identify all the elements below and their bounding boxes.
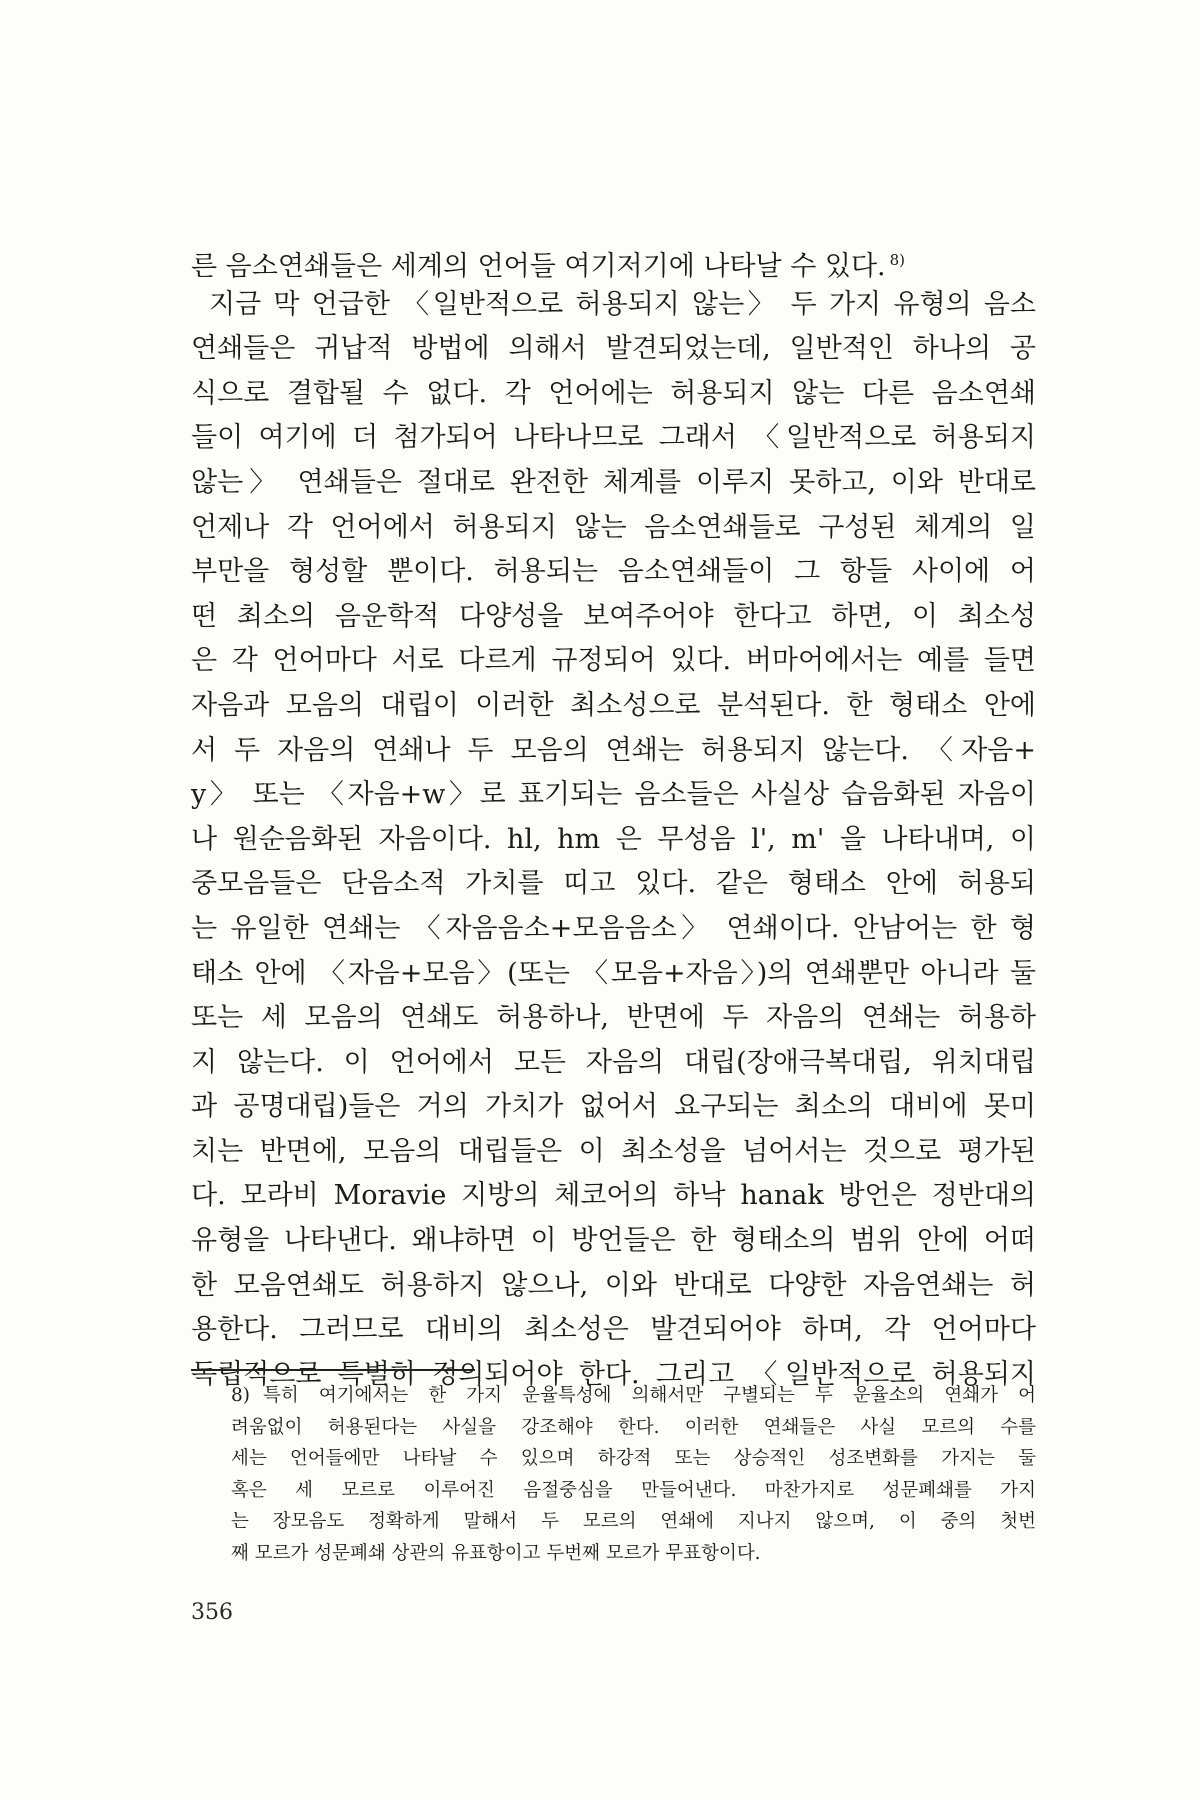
body-line: 지 않는다. 이 언어에서 모든 자음의 대립(장애극복대립, 위치대립	[191, 1046, 1036, 1078]
body-line: 지금 막 언급한 〈일반적으로 허용되지 않는〉 두 가지 유형의 음소	[209, 288, 1036, 320]
body-line: 는 유일한 연쇄는 〈자음음소+모음음소〉 연쇄이다. 안남어는 한 형	[191, 912, 1036, 944]
footnote-number: 8)	[231, 1385, 250, 1406]
body-line: 과 공명대립)들은 거의 가치가 없어서 요구되는 최소의 대비에 못미	[191, 1091, 1036, 1123]
body-line: 연쇄들은 귀납적 방법에 의해서 발견되었는데, 일반적인 하나의 공	[191, 333, 1036, 365]
body-line: 태소 안에 〈자음+모음〉(또는 〈모음+자음〉)의 연쇄뿐만 아니라 둘	[191, 957, 1036, 989]
body-line: 서 두 자음의 연쇄나 두 모음의 연쇄는 허용되지 않는다. 〈자음+	[191, 734, 1036, 766]
body-line: y〉 또는 〈자음+w〉로 표기되는 음소들은 사실상 습음화된 자음이	[191, 779, 1036, 811]
body-line	[191, 238, 1036, 283]
footnote	[191, 1380, 1036, 1569]
body-line: 자음과 모음의 대립이 이러한 최소성으로 분석된다. 한 형태소 안에	[191, 689, 1036, 721]
footnote-line: 려움없이 허용된다는 사실을 강조해야 한다. 이러한 연쇄들은 사실 모르의 수를	[231, 1416, 1036, 1438]
footnote-line: 째 모르가 성문폐쇄 상관의 유표항이고 두번째 모르가 무표항이다.	[231, 1542, 761, 1564]
body-line-text: 른 음소연쇄들은 세계의 언어들 여기저기에 나타날 수 있다.	[191, 251, 886, 282]
body-line: 용한다. 그러므로 대비의 최소성은 발견되어야 하며, 각 언어마다	[191, 1314, 1036, 1346]
footnote-reference: 8)	[889, 251, 906, 269]
footnote-line-text: 특히 여기에서는 한 가지 운율특성에 의해서만 구별되는 두 운율소의 연쇄가 어	[263, 1385, 1036, 1406]
footnote-line: 혹은 세 모르로 이루어진 음절중심을 만들어낸다. 마찬가지로 성문폐쇄를 가지	[231, 1479, 1036, 1501]
body-text	[191, 238, 1036, 1397]
body-line: 들이 여기에 더 첨가되어 나타나므로 그래서 〈일반적으로 허용되지	[191, 422, 1036, 454]
body-line: 치는 반면에, 모음의 대립들은 이 최소성을 넘어서는 것으로 평가된	[191, 1135, 1036, 1167]
body-line: 유형을 나타낸다. 왜냐하면 이 방언들은 한 형태소의 범위 안에 어떠	[191, 1225, 1036, 1257]
body-line: 나 원순음화된 자음이다. hl, hm 은 무성음 l', m' 을 나타내며, 이	[191, 823, 1036, 855]
body-line: 부만을 형성할 뿐이다. 허용되는 음소연쇄들이 그 항들 사이에 어	[191, 556, 1036, 588]
body-line: 한 모음연쇄도 허용하지 않으나, 이와 반대로 다양한 자음연쇄는 허	[191, 1269, 1036, 1301]
body-line: 않는〉 연쇄들은 절대로 완전한 체계를 이루지 못하고, 이와 반대로	[191, 466, 1036, 498]
body-line: 다. 모라비 Moravie 지방의 체코어의 하낙 hanak 방언은 정반대의	[191, 1180, 1036, 1212]
footnote-line	[191, 1380, 1036, 1412]
body-line: 또는 세 모음의 연쇄도 허용하나, 반면에 두 자음의 연쇄는 허용하	[191, 1002, 1036, 1034]
body-line: 식으로 결합될 수 없다. 각 언어에는 허용되지 않는 다른 음소연쇄	[191, 377, 1036, 409]
page-number: 356	[191, 1600, 233, 1625]
body-line: 떤 최소의 음운학적 다양성을 보여주어야 한다고 하면, 이 최소성	[191, 600, 1036, 632]
body-line: 언제나 각 언어에서 허용되지 않는 음소연쇄들로 구성된 체계의 일	[191, 511, 1036, 543]
body-line: 중모음들은 단음소적 가치를 띠고 있다. 같은 형태소 안에 허용되	[191, 868, 1036, 900]
footnote-line: 세는 언어들에만 나타날 수 있으며 하강적 또는 상승적인 성조변화를 가지는 둘	[231, 1448, 1036, 1469]
footnote-divider	[191, 1369, 475, 1371]
footnote-line: 는 장모음도 정확하게 말해서 두 모르의 연쇄에 지나지 않으며, 이 중의 첫번	[231, 1511, 1036, 1532]
body-line: 독립적으로 특별히 정의되어야 한다. 그리고 〈일반적으로 허용되지	[191, 1358, 1036, 1390]
body-line: 은 각 언어마다 서로 다르게 규정되어 있다. 버마어에서는 예를 들면	[191, 645, 1036, 677]
